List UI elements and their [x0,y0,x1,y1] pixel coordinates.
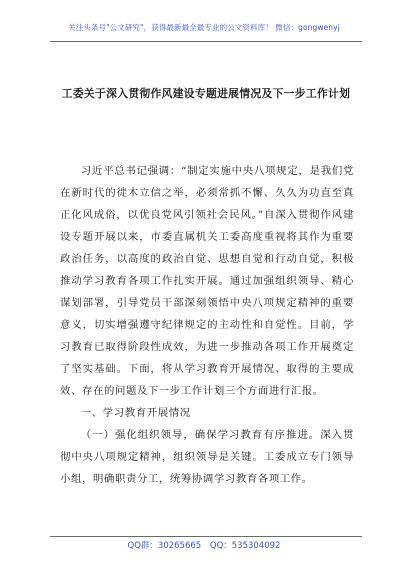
section-heading-1: 一、学习教育开展情况 [80,407,191,419]
footer-qq-group: QQ群：30265665 [127,541,202,551]
paragraph-intro: 习近平总书记强调：“制定实施中央八项规定，是我们党在新时代的徙木立信之举，必须常抓不懈、久久为功直至真正化风成俗，以优良党风引领社会民风。”自深入贯彻作风建设专题开展以来，市委直属机关工委高度重视将其作为重要政治任务，以高度的政治自觉、思想自觉和行动自觉，积极推动学习教育各项工作扎实开展。通过加强组织领导、精心谋划部署，引导党员干部深刻领悟中央八项规定精神的重要意义，切实增强遵守纪律规定的主动性和自觉性。目前，学习教育已取得阶段性成效，为进一步推动各项工作开展奠定了坚实基础。下面，将从学习教育开展情况、取得的主要成效、存在的问题及下一步工作计划三个方面进行汇报。 [60,165,354,397]
page-header-note: 关注头条号"公文研究"，获得最新最全最专业的公文资料库！ 微信：gongwenyj [68,23,340,32]
footer-qq: QQ：535304092 [209,541,281,551]
document-body [60,160,354,490]
document-title: 工委关于深入贯彻作风建设专题进展情况及下一步工作计划 [61,87,351,100]
footer-divider [50,536,362,537]
header-divider [50,41,362,42]
page-footer [0,539,408,551]
paragraph-section-1-1: （一）强化组织领导，确保学习教育有序推进。深入贯彻中央八项规定精神，组织领导是关键。工委成立专门领导小组，明确职责分工，统筹协调学习教育各项工作。 [60,429,354,485]
